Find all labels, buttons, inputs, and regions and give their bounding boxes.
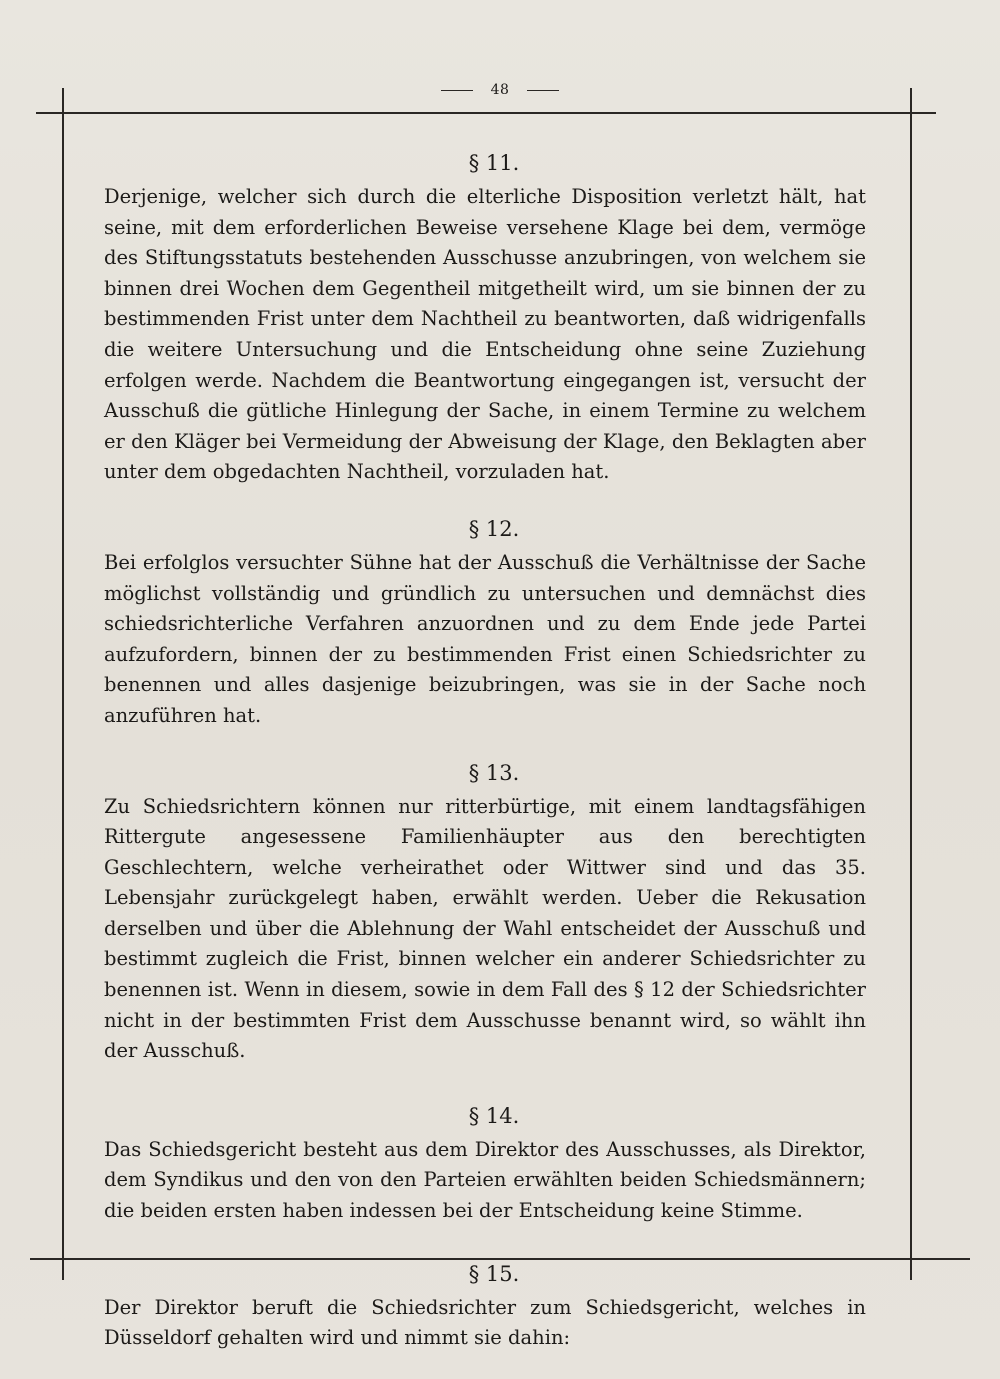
section-paragraph: Bei erfolglos versuchter Sühne hat der Ausschuß die Verhältnisse der Sache möglichst vollständig und gründlich zu untersuchen und demnächst dies schiedsrichterliche Verfahren anzuordnen und zu dem Ende jede Partei aufzufordern, binnen der zu bestimmenden Frist einen Schiedsrichter zu benennen und alles dasjenige beizubringen, was sie in der Sache noch anzuführen hat. xyxy=(104,550,866,727)
page-content xyxy=(104,148,866,1354)
header-left-dash xyxy=(441,90,473,91)
header-right-dash xyxy=(527,90,559,91)
section-paragraph: Zu Schiedsrichtern können nur ritterbürtige, mit einem landtagsfähigen Rittergute angesessene Familienhäupter aus den berechtigten Geschlechtern, welche verheirathet oder Wittwer sind und das 35. Lebensjahr zurückgelegt haben, erwählt werden. Ueber die Rekusation derselben und über die Ablehnung der Wahl entscheidet der Ausschuß und bestimmt zugleich die Frist, binnen welcher ein anderer Schiedsrichter zu benennen ist. Wenn in diesem, sowie in dem Fall des § 12 der Schiedsrichter nicht in der bestimmten Frist dem Ausschusse benannt wird, so wählt ihn der Ausschuß. xyxy=(104,794,866,1063)
top-frame-rule xyxy=(36,112,936,114)
section-13 xyxy=(104,758,866,1067)
section-heading: § 13. xyxy=(468,760,520,785)
section-paragraph: Derjenige, welcher sich durch die elterliche Disposition verletzt hält, hat seine, mit dem erforderlichen Beweise versehene Klage bei dem, vermöge des Stiftungsstatuts bestehenden Ausschusse anzubringen, von welchem sie binnen drei Wochen dem Gegentheil mitgetheilt wird, um sie binnen der zu bestimmenden Frist unter dem Nachtheil zu beantworten, daß widrigenfalls die weitere Untersuchung und die Entscheidung ohne seine Zuziehung erfolgen werde. Nachdem die Beantwortung eingegangen ist, versucht der Ausschuß die gütliche Hinlegung der Sache, in einem Termine zu welchem er den Kläger bei Vermeidung der Abweisung der Klage, den Beklagten aber unter dem obgedachten Nachtheil, vorzuladen hat. xyxy=(104,185,866,484)
section-heading: § 12. xyxy=(468,516,520,541)
section-14 xyxy=(104,1101,866,1227)
section-heading: § 14. xyxy=(468,1103,520,1128)
left-frame-rule xyxy=(62,88,64,1280)
section-11 xyxy=(104,148,866,488)
section-heading: § 15. xyxy=(468,1261,520,1286)
section-12 xyxy=(104,514,866,732)
page-header xyxy=(0,78,1000,102)
section-15 xyxy=(104,1259,866,1354)
section-paragraph: Das Schiedsgericht besteht aus dem Direktor des Ausschusses, als Direktor, dem Syndikus und den von den Parteien erwählten beiden Schiedsmännern; die beiden ersten haben indessen bei der Entscheidung keine Stimme. xyxy=(104,1137,866,1223)
section-paragraph: Der Direktor beruft die Schiedsrichter zum Schiedsgericht, welches in Düsseldorf gehalten wird und nimmt sie dahin: xyxy=(104,1295,866,1350)
right-frame-rule xyxy=(910,88,912,1280)
page-number: 48 xyxy=(490,82,510,98)
section-heading: § 11. xyxy=(468,151,520,175)
